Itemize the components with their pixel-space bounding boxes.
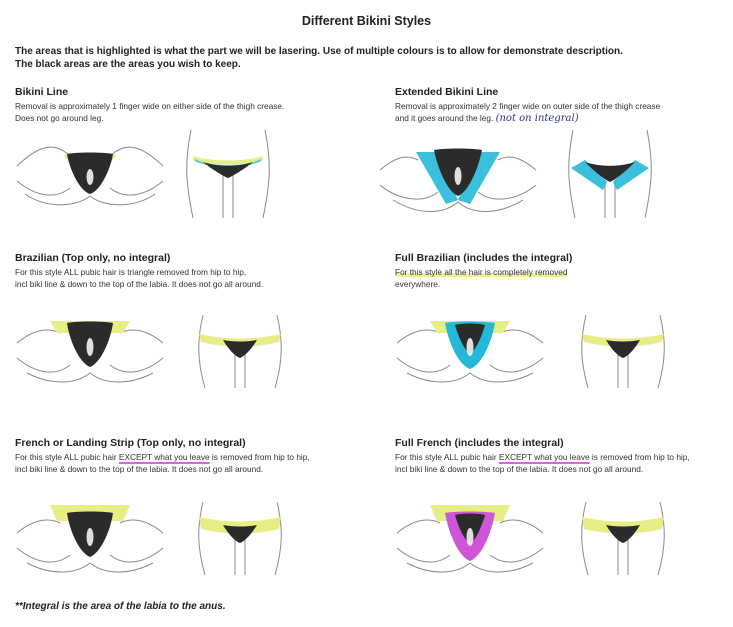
bikini-line-back-illustration xyxy=(183,120,273,220)
desc-text: For this style ALL pubic hair xyxy=(395,452,499,462)
section-title: Bikini Line xyxy=(15,86,69,98)
full-french-back-illustration xyxy=(578,497,668,577)
section-description xyxy=(395,451,725,475)
section-description xyxy=(395,100,725,125)
section-brazilian xyxy=(15,252,365,290)
section-full-brazilian xyxy=(395,252,725,290)
brazilian-back-illustration xyxy=(195,310,285,390)
desc-line: incl biki line & down to the top of the labia. It does not go all around. xyxy=(15,464,264,474)
section-full-french xyxy=(395,437,725,475)
section-title: Full French (includes the integral) xyxy=(395,437,564,449)
intro-text xyxy=(15,45,715,71)
section-title: Extended Bikini Line xyxy=(395,86,499,98)
section-description xyxy=(395,266,725,290)
french-back-illustration xyxy=(195,497,285,577)
desc-emphasis: EXCEPT what you leave xyxy=(498,452,590,462)
desc-line xyxy=(395,112,725,125)
extended-bikini-front-illustration xyxy=(378,130,538,215)
desc-line xyxy=(395,451,725,463)
footnote: **Integral is the area of the labia to the anus. xyxy=(15,601,226,612)
section-title: Full Brazilian (includes the integral) xyxy=(395,252,573,264)
section-bikini-line xyxy=(15,86,365,124)
section-description xyxy=(15,451,365,475)
desc-line: Removal is approximately 2 finger wide on outer side of the thigh crease xyxy=(395,101,661,111)
intro-line-1: The areas that is highlighted is what the part we will be lasering. Use of multiple colours is to allow for demonstrate description. xyxy=(15,46,623,57)
intro-line-2: The black areas are the areas you wish to keep. xyxy=(15,59,241,70)
desc-line: everywhere. xyxy=(395,279,441,289)
full-brazilian-front-illustration xyxy=(395,303,545,383)
extended-bikini-back-illustration xyxy=(565,120,655,220)
full-french-front-illustration xyxy=(395,493,545,573)
desc-line-text: For this style all the hair is completely removed xyxy=(395,267,568,277)
desc-text: is removed from hip to hip, xyxy=(589,452,690,462)
section-description xyxy=(15,266,365,290)
handwritten-note: (not on integral) xyxy=(495,113,579,124)
desc-line-text: and it goes around the leg. xyxy=(395,113,494,123)
desc-line: Does not go around leg. xyxy=(15,113,104,123)
page-title: Different Bikini Styles xyxy=(301,14,432,28)
desc-line xyxy=(15,451,365,463)
desc-emphasis: EXCEPT what you leave xyxy=(118,452,210,462)
desc-line: incl biki line & down to the top of the labia. It does not go all around. xyxy=(15,279,264,289)
desc-text: is removed from hip to hip, xyxy=(209,452,310,462)
desc-line: For this style ALL pubic hair is triangle removed from hip to hip, xyxy=(15,267,247,277)
desc-line: Removal is approximately 1 finger wide on either side of the thigh crease. xyxy=(15,101,285,111)
bikini-line-front-illustration xyxy=(15,136,165,211)
brazilian-front-illustration xyxy=(15,303,165,383)
full-brazilian-back-illustration xyxy=(578,310,668,390)
desc-line xyxy=(395,266,725,278)
section-french-landing-strip xyxy=(15,437,365,475)
french-front-illustration xyxy=(15,493,165,573)
desc-text: For this style ALL pubic hair xyxy=(15,452,119,462)
section-extended-bikini-line xyxy=(395,86,725,125)
section-title: French or Landing Strip (Top only, no integral) xyxy=(15,437,246,449)
section-title: Brazilian (Top only, no integral) xyxy=(15,252,171,264)
desc-line: incl biki line & down to the top of the labia. It does not go all around. xyxy=(395,464,644,474)
